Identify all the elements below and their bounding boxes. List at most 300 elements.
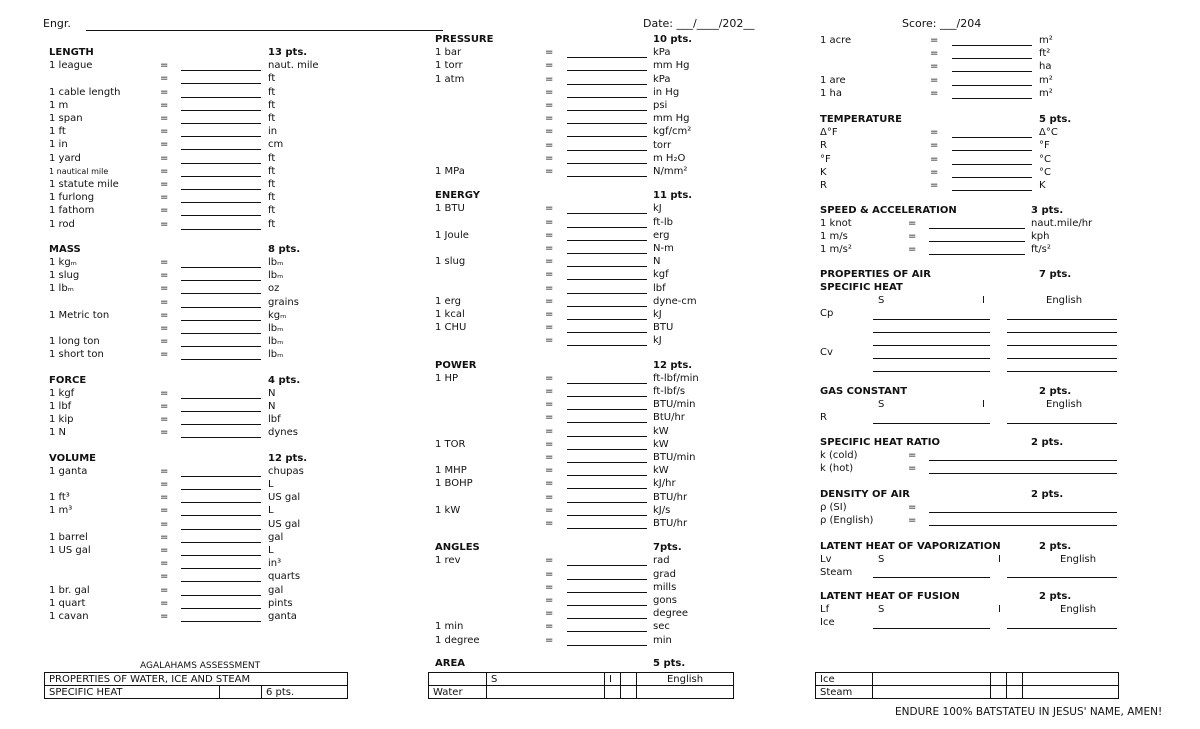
answer-blank[interactable] <box>181 515 261 516</box>
unit-label: m H₂O <box>653 152 686 164</box>
answer-blank[interactable] <box>1007 345 1117 346</box>
answer-blank[interactable] <box>873 332 990 333</box>
unit-label: L <box>268 545 274 556</box>
answer-blank[interactable] <box>567 266 647 267</box>
section-points: 7pts. <box>653 542 682 554</box>
answer-blank[interactable] <box>952 71 1032 72</box>
conversion-label: 1 m/s <box>820 231 848 243</box>
section-points: 7 pts. <box>1039 269 1072 280</box>
answer-blank[interactable] <box>873 345 990 346</box>
answer-cell[interactable] <box>991 673 1007 686</box>
section-points: 2 pts. <box>1031 437 1064 448</box>
answer-blank[interactable] <box>873 319 990 320</box>
answer-blank[interactable] <box>181 608 261 609</box>
unit-label: ft <box>268 179 276 190</box>
answer-blank[interactable] <box>952 164 1032 165</box>
equals-sign: = <box>545 399 554 411</box>
section-points: 2 pts. <box>1039 591 1072 602</box>
answer-blank[interactable] <box>952 58 1032 59</box>
answer-blank[interactable] <box>181 595 261 596</box>
answer-blank[interactable] <box>567 84 647 85</box>
equals-sign: = <box>160 349 169 361</box>
answer-blank[interactable] <box>567 110 647 111</box>
latent-label: Lf <box>820 604 830 615</box>
equals-sign: = <box>545 60 554 72</box>
col-i-header: I <box>998 604 1001 615</box>
answer-blank[interactable] <box>567 123 647 124</box>
equals-sign: = <box>545 216 554 228</box>
answer-blank[interactable] <box>567 227 647 228</box>
answer-blank[interactable] <box>567 332 647 333</box>
answer-blank[interactable] <box>567 163 647 164</box>
answer-blank[interactable] <box>567 293 647 294</box>
equals-sign: = <box>545 243 554 254</box>
answer-blank[interactable] <box>567 240 647 241</box>
unit-label: N <box>268 387 276 399</box>
unit-label: degree <box>653 608 689 620</box>
answer-blank[interactable] <box>567 462 647 463</box>
answer-blank[interactable] <box>181 83 261 84</box>
section-title: DENSITY OF AIR <box>820 489 910 500</box>
answer-blank[interactable] <box>952 85 1032 86</box>
equals-sign: = <box>160 558 169 570</box>
answer-blank[interactable] <box>181 136 261 137</box>
unit-label: cm <box>268 139 284 151</box>
answer-blank[interactable] <box>181 489 261 490</box>
conversion-label: 1 knot <box>820 218 852 229</box>
equals-sign: = <box>545 113 554 125</box>
answer-blank[interactable] <box>181 189 261 190</box>
answer-blank[interactable] <box>181 437 261 438</box>
answer-cell[interactable] <box>220 686 262 699</box>
conversion-label: k (cold) <box>820 450 858 461</box>
conversion-label: 1 MHP <box>435 465 467 477</box>
unit-label: lbf <box>268 414 281 426</box>
answer-blank[interactable] <box>181 163 261 164</box>
unit-label: BTU/min <box>653 452 696 463</box>
answer-blank[interactable] <box>929 525 1117 526</box>
conversion-label: Δ°F <box>820 127 838 139</box>
answer-blank[interactable] <box>181 333 261 334</box>
equals-sign: = <box>908 231 917 243</box>
equals-sign: = <box>545 621 554 633</box>
answer-blank[interactable] <box>952 137 1032 138</box>
section-title: LATENT HEAT OF VAPORIZATION <box>820 541 1001 552</box>
answer-blank[interactable] <box>567 645 647 646</box>
conversion-label: 1 in <box>49 139 68 151</box>
section-title: VOLUME <box>49 452 96 464</box>
answer-cell[interactable] <box>873 686 991 699</box>
conversion-label: 1 HP <box>435 372 459 384</box>
equals-sign: = <box>160 611 169 622</box>
answer-blank[interactable] <box>952 177 1032 178</box>
equals-sign: = <box>930 127 939 139</box>
conversion-label: 1 kgₘ <box>49 257 77 268</box>
answer-blank[interactable] <box>952 45 1032 46</box>
equals-sign: = <box>545 295 554 307</box>
answer-blank[interactable] <box>181 476 261 477</box>
conversion-label: 1 lbₘ <box>49 283 74 295</box>
section-title: TEMPERATURE <box>820 114 902 125</box>
equals-sign: = <box>545 386 554 397</box>
unit-label: ft <box>268 152 276 164</box>
unit-label: ft <box>268 73 276 85</box>
answer-blank[interactable] <box>567 70 647 71</box>
answer-blank[interactable] <box>181 320 261 321</box>
section-title: FORCE <box>49 374 87 386</box>
unit-label: BTU <box>653 322 674 334</box>
unit-label: ft-lbf/min <box>653 372 699 384</box>
answer-blank[interactable] <box>567 436 647 437</box>
conversion-label: k (hot) <box>820 463 854 475</box>
equals-sign: = <box>545 465 554 477</box>
col-english-header: English <box>637 673 734 686</box>
equals-sign: = <box>160 387 169 399</box>
col-english-header: English <box>1060 604 1097 615</box>
equals-sign: = <box>930 153 939 165</box>
answer-blank[interactable] <box>1007 371 1117 372</box>
answer-blank[interactable] <box>567 579 647 580</box>
unit-label: lbₘ <box>268 257 284 268</box>
answer-cell[interactable] <box>621 686 637 699</box>
answer-blank[interactable] <box>952 150 1032 151</box>
phase-label: Steam <box>820 567 853 578</box>
section-points: 2 pts. <box>1039 541 1072 552</box>
answer-blank[interactable] <box>567 618 647 619</box>
answer-blank[interactable] <box>567 383 647 384</box>
answer-blank[interactable] <box>929 460 1117 461</box>
answer-blank[interactable] <box>181 176 261 177</box>
answer-blank[interactable] <box>181 502 261 503</box>
answer-blank[interactable] <box>181 70 261 71</box>
equals-sign: = <box>908 244 917 256</box>
equals-sign: = <box>160 584 169 596</box>
engr-name-line[interactable] <box>86 30 443 31</box>
assessment-title: AGALAHAMS ASSESSMENT <box>140 661 261 671</box>
unit-label: in Hg <box>653 86 680 98</box>
answer-blank[interactable] <box>1007 332 1117 333</box>
unit-label: kPa <box>653 47 671 59</box>
unit-label: psi <box>653 100 668 111</box>
conversion-label: K <box>820 166 827 178</box>
conversion-label: 1 are <box>820 74 846 86</box>
answer-blank[interactable] <box>873 628 990 629</box>
answer-blank[interactable] <box>567 565 647 566</box>
latent-label: Lv <box>820 554 832 565</box>
answer-blank[interactable] <box>1007 358 1117 359</box>
equals-sign: = <box>908 515 917 527</box>
conversion-label: 1 ganta <box>49 465 88 477</box>
answer-blank[interactable] <box>181 97 261 98</box>
answer-blank[interactable] <box>181 229 261 230</box>
section-title: LENGTH <box>49 47 94 58</box>
answer-blank[interactable] <box>567 97 647 98</box>
answer-cell[interactable] <box>605 686 621 699</box>
engr-label: Engr. <box>43 17 71 30</box>
answer-blank[interactable] <box>181 110 261 111</box>
answer-blank[interactable] <box>567 502 647 503</box>
equals-sign: = <box>160 309 169 321</box>
col-english-header: English <box>1046 399 1083 410</box>
equals-sign: = <box>545 555 554 567</box>
answer-blank[interactable] <box>181 293 261 294</box>
answer-blank[interactable] <box>181 123 261 124</box>
conversion-label: 1 long ton <box>49 336 100 348</box>
equals-sign: = <box>545 203 554 215</box>
specific-heat-label: SPECIFIC HEAT <box>45 686 220 699</box>
answer-cell[interactable] <box>637 686 734 699</box>
equals-sign: = <box>545 139 554 151</box>
equals-sign: = <box>545 478 554 490</box>
conversion-label: 1 lbf <box>49 401 72 412</box>
equals-sign: = <box>160 323 169 334</box>
cv-label: Cv <box>820 347 833 358</box>
unit-label: L <box>268 505 274 517</box>
section-points: 5 pts. <box>1039 114 1072 125</box>
answer-blank[interactable] <box>873 358 990 359</box>
answer-blank[interactable] <box>1007 319 1117 320</box>
answer-cell[interactable] <box>1007 686 1023 699</box>
steam-row-label: Steam <box>816 686 873 699</box>
answer-blank[interactable] <box>181 267 261 268</box>
equals-sign: = <box>930 166 939 178</box>
section-title: GAS CONSTANT <box>820 386 908 397</box>
conversion-label: 1 kip <box>49 414 74 426</box>
area-title: AREA <box>435 658 466 669</box>
unit-label: °C <box>1039 166 1051 178</box>
answer-cell[interactable] <box>1023 686 1119 699</box>
answer-blank[interactable] <box>181 307 261 308</box>
equals-sign: = <box>160 479 169 490</box>
conversion-label: 1 short ton <box>49 349 104 361</box>
equals-sign: = <box>545 438 554 450</box>
answer-blank[interactable] <box>181 555 261 556</box>
answer-blank[interactable] <box>873 371 990 372</box>
answer-blank[interactable] <box>567 150 647 151</box>
answer-blank[interactable] <box>567 422 647 423</box>
answer-blank[interactable] <box>567 253 647 254</box>
col-i-header: I <box>605 673 621 686</box>
answer-blank[interactable] <box>873 423 990 424</box>
unit-label: Δ°C <box>1039 127 1058 139</box>
answer-blank[interactable] <box>181 621 261 622</box>
section-points: 3 pts. <box>1031 205 1064 216</box>
equals-sign: = <box>545 309 554 320</box>
blank-cell <box>429 673 487 686</box>
conversion-label: ρ (SI) <box>820 502 847 513</box>
answer-blank[interactable] <box>567 488 647 489</box>
answer-blank[interactable] <box>567 631 647 632</box>
equals-sign: = <box>160 531 169 543</box>
conversion-label: 1 quart <box>49 597 86 609</box>
col-s-header: S <box>878 295 885 306</box>
answer-blank[interactable] <box>567 213 647 214</box>
conversion-label: 1 BOHP <box>435 478 473 490</box>
unit-label: K <box>1039 180 1046 191</box>
col-s-header: S <box>878 554 885 565</box>
unit-label: naut. mile <box>268 60 319 72</box>
section-title: MASS <box>49 243 81 255</box>
conversion-label: 1 rev <box>435 555 461 567</box>
answer-blank[interactable] <box>567 409 647 410</box>
section-title: POWER <box>435 359 477 371</box>
answer-blank[interactable] <box>567 345 647 346</box>
answer-blank[interactable] <box>567 306 647 307</box>
answer-blank[interactable] <box>873 577 990 578</box>
conversion-label: 1 TOR <box>435 438 466 450</box>
equals-sign: = <box>160 270 169 282</box>
unit-label: ft <box>268 218 276 230</box>
unit-label: ft <box>268 99 276 111</box>
equals-sign: = <box>545 100 554 111</box>
answer-blank[interactable] <box>181 202 261 203</box>
col-s-header: S <box>878 604 885 615</box>
conversion-label: 1 fathom <box>49 205 95 217</box>
unit-label: kPa <box>653 73 671 85</box>
answer-blank[interactable] <box>181 215 261 216</box>
section-subtitle: SPECIFIC HEAT <box>820 282 903 293</box>
unit-label: gons <box>653 595 678 606</box>
answer-blank[interactable] <box>181 280 261 281</box>
equals-sign: = <box>930 61 939 73</box>
answer-blank[interactable] <box>181 581 261 582</box>
answer-blank[interactable] <box>929 473 1117 474</box>
answer-cell[interactable] <box>487 686 605 699</box>
unit-label: gal <box>268 531 284 543</box>
unit-label: kJ <box>653 203 662 215</box>
ice-steam-table <box>815 672 1119 699</box>
unit-label: dynes <box>268 427 298 439</box>
answer-blank[interactable] <box>567 592 647 593</box>
equals-sign: = <box>160 257 169 268</box>
unit-label: chupas <box>268 465 304 477</box>
answer-blank[interactable] <box>567 449 647 450</box>
answer-blank[interactable] <box>567 605 647 606</box>
unit-label: gal <box>268 584 284 596</box>
conversion-label: ρ (English) <box>820 515 874 527</box>
answer-blank[interactable] <box>567 57 647 58</box>
answer-blank[interactable] <box>181 398 261 399</box>
answer-blank[interactable] <box>929 241 1025 242</box>
equals-sign: = <box>545 73 554 85</box>
answer-blank[interactable] <box>181 424 261 425</box>
equals-sign: = <box>160 505 169 517</box>
answer-blank[interactable] <box>567 396 647 397</box>
col-i-header: I <box>998 554 1001 565</box>
answer-blank[interactable] <box>567 528 647 529</box>
equals-sign: = <box>545 504 554 516</box>
answer-blank[interactable] <box>181 149 261 150</box>
unit-label: rad <box>653 555 670 567</box>
unit-label: oz <box>268 283 280 295</box>
unit-label: BTU/hr <box>653 518 688 529</box>
answer-blank[interactable] <box>181 542 261 543</box>
conversion-label: 1 Metric ton <box>49 309 110 321</box>
unit-label: kJ <box>653 309 662 320</box>
answer-blank[interactable] <box>181 359 261 360</box>
answer-blank[interactable] <box>929 228 1025 229</box>
answer-blank[interactable] <box>567 279 647 280</box>
equals-sign: = <box>160 465 169 477</box>
equals-sign: = <box>545 282 554 294</box>
equals-sign: = <box>545 581 554 593</box>
conversion-label: 1 cavan <box>49 611 89 622</box>
unit-label: in³ <box>268 558 282 570</box>
unit-label: N <box>268 401 276 412</box>
answer-blank[interactable] <box>1007 577 1117 578</box>
equals-sign: = <box>545 452 554 463</box>
answer-blank[interactable] <box>181 411 261 412</box>
score-label: Score: ___/204 <box>902 17 982 30</box>
conversion-label: 1 furlong <box>49 192 95 204</box>
unit-label: mills <box>653 581 677 593</box>
unit-label: lbₘ <box>268 270 284 282</box>
unit-label: m² <box>1039 74 1053 86</box>
conversion-label: 1 min <box>435 621 464 633</box>
points-label: 6 pts. <box>262 686 348 699</box>
answer-cell[interactable] <box>991 686 1007 699</box>
conversion-label: 1 MPa <box>435 166 465 177</box>
answer-blank[interactable] <box>567 475 647 476</box>
unit-label: kJ/s <box>653 504 671 516</box>
equals-sign: = <box>545 229 554 241</box>
unit-label: ft <box>268 205 276 217</box>
answer-blank[interactable] <box>1007 628 1117 629</box>
conversion-label: 1 kcal <box>435 309 465 320</box>
equals-sign: = <box>545 491 554 503</box>
unit-label: °C <box>1039 153 1051 165</box>
answer-blank[interactable] <box>567 176 647 177</box>
water-row-label: Water <box>429 686 487 699</box>
answer-blank[interactable] <box>929 512 1117 513</box>
equals-sign: = <box>160 283 169 295</box>
answer-blank[interactable] <box>567 319 647 320</box>
section-points: 2 pts. <box>1031 489 1064 500</box>
unit-label: ft <box>268 86 276 98</box>
col-i-header: I <box>982 295 985 306</box>
equals-sign: = <box>545 335 554 347</box>
answer-blank[interactable] <box>181 346 261 347</box>
equals-sign: = <box>160 336 169 348</box>
unit-label: N-m <box>653 243 674 254</box>
equals-sign: = <box>545 372 554 384</box>
answer-blank[interactable] <box>929 254 1025 255</box>
water-ice-steam-table <box>44 672 348 699</box>
answer-blank[interactable] <box>1007 423 1117 424</box>
unit-label: erg <box>653 229 670 241</box>
answer-blank[interactable] <box>952 190 1032 191</box>
answer-blank[interactable] <box>952 98 1032 99</box>
equals-sign: = <box>160 205 169 217</box>
equals-sign: = <box>160 113 169 124</box>
answer-blank[interactable] <box>181 529 261 530</box>
answer-blank[interactable] <box>181 568 261 569</box>
answer-blank[interactable] <box>567 515 647 516</box>
section-title: ANGLES <box>435 542 480 554</box>
answer-cell[interactable] <box>1023 673 1119 686</box>
answer-cell[interactable] <box>1007 673 1023 686</box>
answer-blank[interactable] <box>567 136 647 137</box>
equals-sign: = <box>545 608 554 620</box>
equals-sign: = <box>160 192 169 204</box>
conversion-label: R <box>820 140 827 152</box>
equals-sign: = <box>545 269 554 281</box>
conversion-label: 1 cable length <box>49 86 121 98</box>
answer-cell[interactable] <box>873 673 991 686</box>
equals-sign: = <box>160 86 169 98</box>
col-i-header: I <box>982 399 985 410</box>
conversion-label: 1 US gal <box>49 545 91 556</box>
